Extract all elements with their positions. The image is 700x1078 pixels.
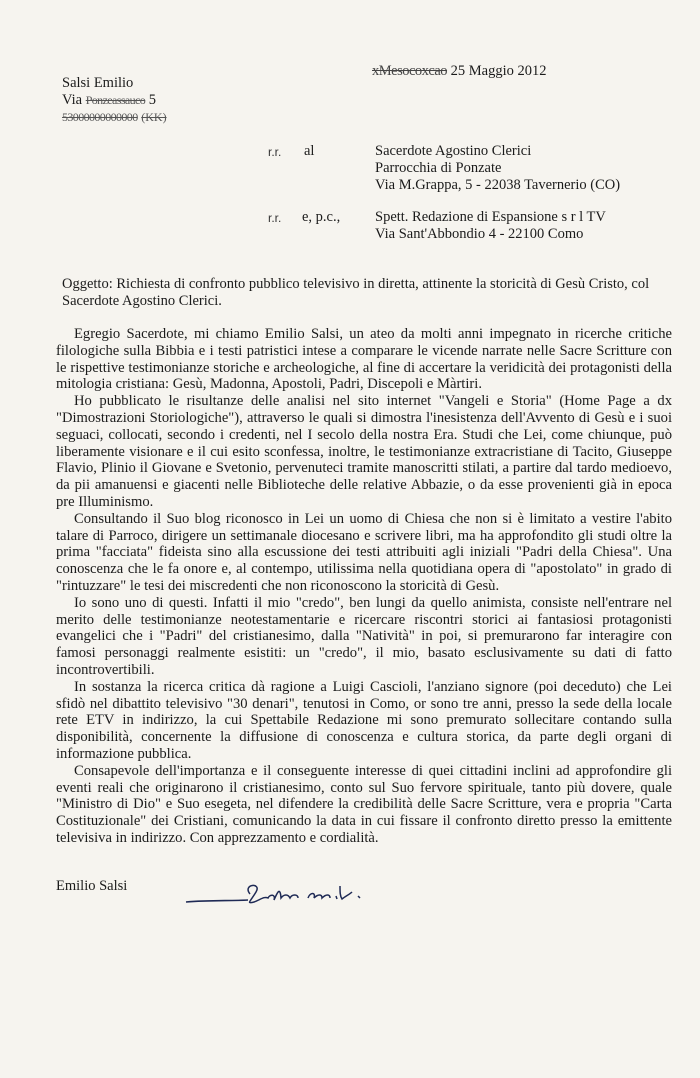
redacted-place: xMesocoxcao: [372, 63, 448, 79]
sender-city: [62, 109, 167, 126]
handwritten-signature: [180, 872, 370, 912]
body-paragraph: Io sono uno di questi. Infatti il mio "credo", ben lungi da quello animista, consiste nell'entrare nel merito delle testimonianze neotestamentarie e ricercare riscontri storici ai fantasiosi protagonisti evangelici che i "Padri" del cristianesimo, dalla "Natività" in poi, si premurarono far interagire con famosi personaggi realmente esistiti: un "credo", il mio, basato esclusivamente su dati di fatto incontrovertibili.: [56, 594, 672, 678]
recipient-1-prefix: al: [304, 143, 315, 159]
body-paragraph: Consultando il Suo blog riconosco in Lei un uomo di Chiesa che non si è limitato a vestire l'abito talare di Parroco, dirigere un settimanale diocesano e scrivere libri, ma ha approfondito gli studi oltre la prima "facciata" fideista sino alla escussione dei testi attribuiti agli iniziali "Padri della Chiesa". Una conoscenza che le fa onore e, al contempo, utilissima nella quotidiana opera di "apostolato" in grado di "rintuzzare" le tesi dei miscredenti che non riconoscono la storicità di Gesù.: [56, 510, 672, 594]
closing-name: Emilio Salsi: [56, 878, 128, 894]
body-paragraph: Egregio Sacerdote, mi chiamo Emilio Salsi, un ateo da molti anni impegnato in ricerche critiche filologiche sulla Bibbia e i testi patristici intese a comparare le vicende narrate nelle Sacre Scritture con le rispettive testimonianze storiche e archeologiche, al fine di accertare la veridicità dei protagonisti della mitologia cristiana: Gesù, Madonna, Apostoli, Padri, Discepoli e Màrtiri.: [56, 326, 672, 393]
letter-date: 25 Maggio 2012: [450, 63, 547, 79]
redacted-street: Ponzeassauco: [85, 93, 146, 107]
letter-body: [56, 326, 672, 847]
sender-street: [62, 92, 156, 109]
body-paragraph: Ho pubblicato le risultanze delle analisi nel sito internet "Vangeli e Storia" (Home Page a dx "Dimostrazioni Storiologiche"), attraverso le quali si dimostra l'inesistenza dell'Avvento di Gesù e i suoi seguaci, collocati, secondo i credenti, nel I secolo della nostra Era. Studi che Lei, come chiunque, può liberamente visionare e il cui esito sconfessa, inoltre, le testimonianze extracristiane di Tacito, Giuseppe Flavio, Plinio il Giovane e Svetonio, pervenuteci tramite manoscritti stilati, a partire dal tardo medioevo, da pii amanuensi e giacenti nelle Biblioteche delle relative Abbazie, o da esse provenienti già in epoca pre Illuminismo.: [56, 393, 672, 510]
redacted-city: 53000000000000: [62, 110, 138, 124]
recipient-1-line-3: Via M.Grappa, 5 - 22038 Tavernerio (CO): [375, 177, 621, 193]
body-paragraph: Consapevole dell'importanza e il conseguente interesse di quei cittadini inclini ad approfondire gli eventi reali che originarono il cristianesimo, conto sul Suo fervore spirituale, tanto più dovere, quale "Ministro di Dio" e Suo esegeta, nel difendere la credibilità delle Sacre Scritture, vera e propria "Carta Costituzionale" dei Cristiani, comunicando la data in cui fissare il confronto diretto presso la emittente televisiva in indirizzo. Con apprezzamento e cordialità.: [56, 762, 672, 846]
recipient-1-mode: r.r.: [268, 145, 282, 159]
date-line: [372, 63, 547, 80]
redacted-province: (KK): [141, 110, 167, 124]
recipient-2-line-1: Spett. Redazione di Espansione s r l TV: [375, 209, 606, 225]
body-paragraph: In sostanza la ricerca critica dà ragione a Luigi Cascioli, l'anziano signore (poi deceduto) che Lei sfidò nel dibattito televisivo "30 denari", tenutosi in Como, or sono tre anni, presso la sede della locale rete ETV in indirizzo, la cui Spettabile Redazione mi sono premurato sollecitare contando sulla disponibilità, concernente la diffusione di conoscenza e cultura storica, da parte degli organi di informazione pubblica.: [56, 678, 672, 762]
recipient-2-line-2: Via Sant'Abbondio 4 - 22100 Como: [375, 226, 584, 242]
letter-subject: Oggetto: Richiesta di confronto pubblico televisivo in diretta, attinente la storicità di Gesù Cristo, col Sacerdote Agostino Clerici.: [62, 276, 650, 309]
sender-street-number: 5: [148, 92, 157, 108]
sender-street-prefix: Via: [62, 92, 83, 108]
recipient-2-mode: r.r.: [268, 211, 282, 225]
recipient-1-line-2: Parrocchia di Ponzate: [375, 160, 502, 176]
recipient-2-prefix: e, p.c.,: [302, 209, 341, 225]
recipient-1-line-1: Sacerdote Agostino Clerici: [375, 143, 532, 159]
sender-name: Salsi Emilio: [62, 75, 134, 91]
